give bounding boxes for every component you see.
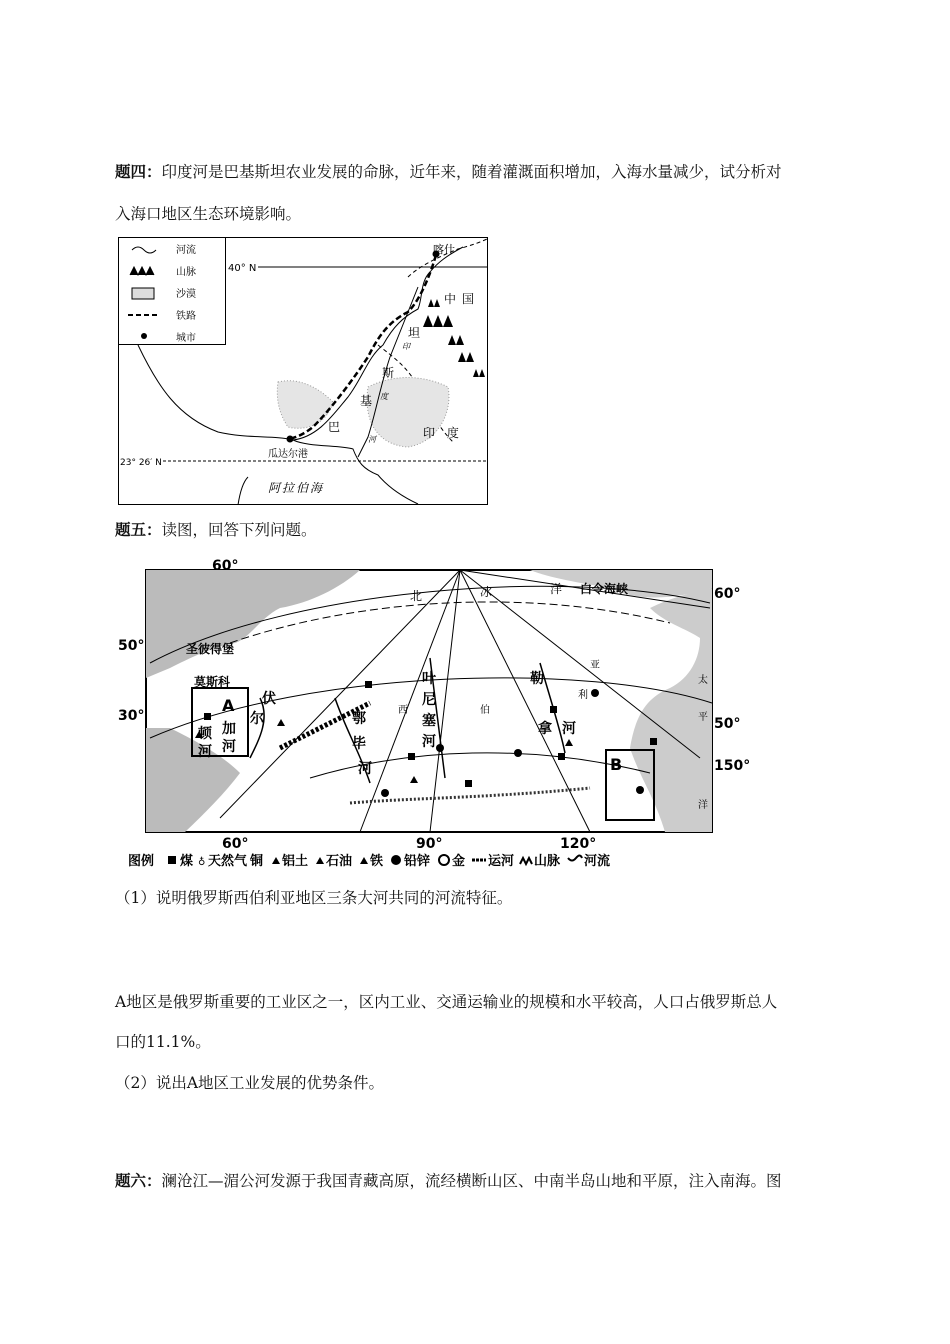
legend-title: 图例 xyxy=(128,854,155,869)
yen-3: 塞 xyxy=(422,713,436,729)
lg-oil: 石油 xyxy=(326,854,353,869)
q5-para2: 口的11.1%。 xyxy=(115,1033,211,1051)
lg-mountain: 山脉 xyxy=(534,854,561,869)
lat-23: 23° 26′ N xyxy=(120,458,162,468)
bottom-60: 60° xyxy=(222,836,249,852)
pk-2: 斯 xyxy=(382,366,395,380)
deg-50-left: 50° xyxy=(118,638,145,654)
yen-1: 叶 xyxy=(422,671,436,687)
pac-1: 太 xyxy=(698,675,708,686)
lg-al: 铝土 xyxy=(282,854,309,869)
lg-fe: 铁 xyxy=(370,854,384,869)
lg-au: 金 xyxy=(452,854,466,869)
indus-1: 印 xyxy=(402,342,410,351)
lena-2: 拿 xyxy=(538,721,552,737)
lg-river: 河流 xyxy=(584,854,611,869)
q4-label: 题四： xyxy=(115,162,162,181)
box-b-label: B xyxy=(610,755,623,774)
legend-city: 城市 xyxy=(176,333,196,344)
label-china: 中国 xyxy=(444,292,481,306)
ocean-3: 洋 xyxy=(550,582,563,596)
indus-2: 度 xyxy=(380,392,388,401)
sib-2: 伯 xyxy=(480,705,490,716)
deg-30-left: 30° xyxy=(118,708,145,724)
volga-1: 伏 xyxy=(262,691,276,707)
deg-150: 150° xyxy=(714,758,751,774)
don-2: 河 xyxy=(198,744,212,760)
lg-coal: 煤 xyxy=(180,854,194,869)
q5-intro: 读图，回答下列问题。 xyxy=(161,521,317,539)
q5-q2: （2）说出A地区工业发展的优势条件。 xyxy=(115,1074,385,1092)
svg-text:♁: ♁ xyxy=(198,857,206,868)
bottom-90: 90° xyxy=(416,836,443,852)
pac-2: 平 xyxy=(698,712,708,723)
sib-1: 西 xyxy=(398,705,408,716)
ob-3: 河 xyxy=(358,761,372,777)
volga-3: 加 xyxy=(222,721,236,737)
city-gwadar: 瓜达尔港 xyxy=(268,449,308,460)
q5-para1: A地区是俄罗斯重要的工业区之一，区内工业、交通运输业的规模和水平较高，人口占俄罗斯总人 xyxy=(115,993,778,1011)
q4-line2: 入海口地区生态环境影响。 xyxy=(115,205,302,223)
pk-1: 坦 xyxy=(408,326,421,340)
volga-2: 尔 xyxy=(250,711,264,727)
yen-2: 尼 xyxy=(422,692,436,708)
lg-cu: 铜 xyxy=(250,854,264,869)
sib-4: 亚 xyxy=(590,660,600,671)
volga-4: 河 xyxy=(222,739,236,755)
q5-label: 题五： xyxy=(115,520,162,539)
pk-4: 巴 xyxy=(328,420,341,434)
city-kashgar: 喀什 xyxy=(433,243,455,256)
lena-1: 勒 xyxy=(530,671,544,687)
yen-4: 河 xyxy=(422,734,436,750)
bottom-120: 120° xyxy=(560,836,597,852)
label-bering: 白令海峡 xyxy=(580,582,629,596)
label-india: 印 度 xyxy=(423,426,463,440)
lg-canal: 运河 xyxy=(488,854,515,869)
ob-1: 鄂 xyxy=(352,711,366,727)
city-spb: 圣彼得堡 xyxy=(186,642,235,656)
ocean-1: 北 xyxy=(410,589,423,603)
pk-3: 基 xyxy=(360,394,373,408)
q5-q1: （1）说明俄罗斯西伯利亚地区三条大河共同的河流特征。 xyxy=(115,889,513,907)
city-moscow: 莫斯科 xyxy=(194,675,231,689)
indus-3: 河 xyxy=(368,435,376,444)
box-a-label: A xyxy=(222,696,235,715)
q6-label: 题六： xyxy=(115,1171,162,1190)
legend-railway: 铁路 xyxy=(176,311,196,322)
russia-map xyxy=(110,548,760,874)
q5-line xyxy=(115,520,317,540)
deg-60-right: 60° xyxy=(714,586,741,602)
q6-line1 xyxy=(115,1171,782,1191)
q4-line1 xyxy=(115,162,782,182)
deg-60-top: 60° xyxy=(212,558,239,574)
pakistan-map xyxy=(118,237,488,505)
lg-gas: 天然气 xyxy=(208,854,248,869)
legend-desert: 沙漠 xyxy=(176,289,196,300)
label-arabian-sea: 阿拉伯海 xyxy=(268,481,325,495)
lat-40: 40° N xyxy=(228,263,257,274)
q4-text1: 印度河是巴基斯坦农业发展的命脉，近年来，随着灌溉面积增加，入海水量减少，试分析对 xyxy=(161,163,782,181)
legend-river: 河流 xyxy=(176,245,196,256)
q6-text1: 澜沧江—湄公河发源于我国青藏高原，流经横断山区、中南半岛山地和平原，注入南海。图 xyxy=(161,1172,782,1190)
deg-50-right: 50° xyxy=(714,716,741,732)
ocean-2: 冰 xyxy=(480,585,493,599)
pac-3: 洋 xyxy=(698,800,708,811)
sib-3: 利 xyxy=(578,690,588,701)
lena-3: 河 xyxy=(562,721,576,737)
legend-mountain: 山脉 xyxy=(176,267,196,278)
ob-2: 毕 xyxy=(352,736,366,752)
don-1: 顿 xyxy=(198,726,212,742)
lg-pbzn: 铅锌 xyxy=(404,854,431,869)
